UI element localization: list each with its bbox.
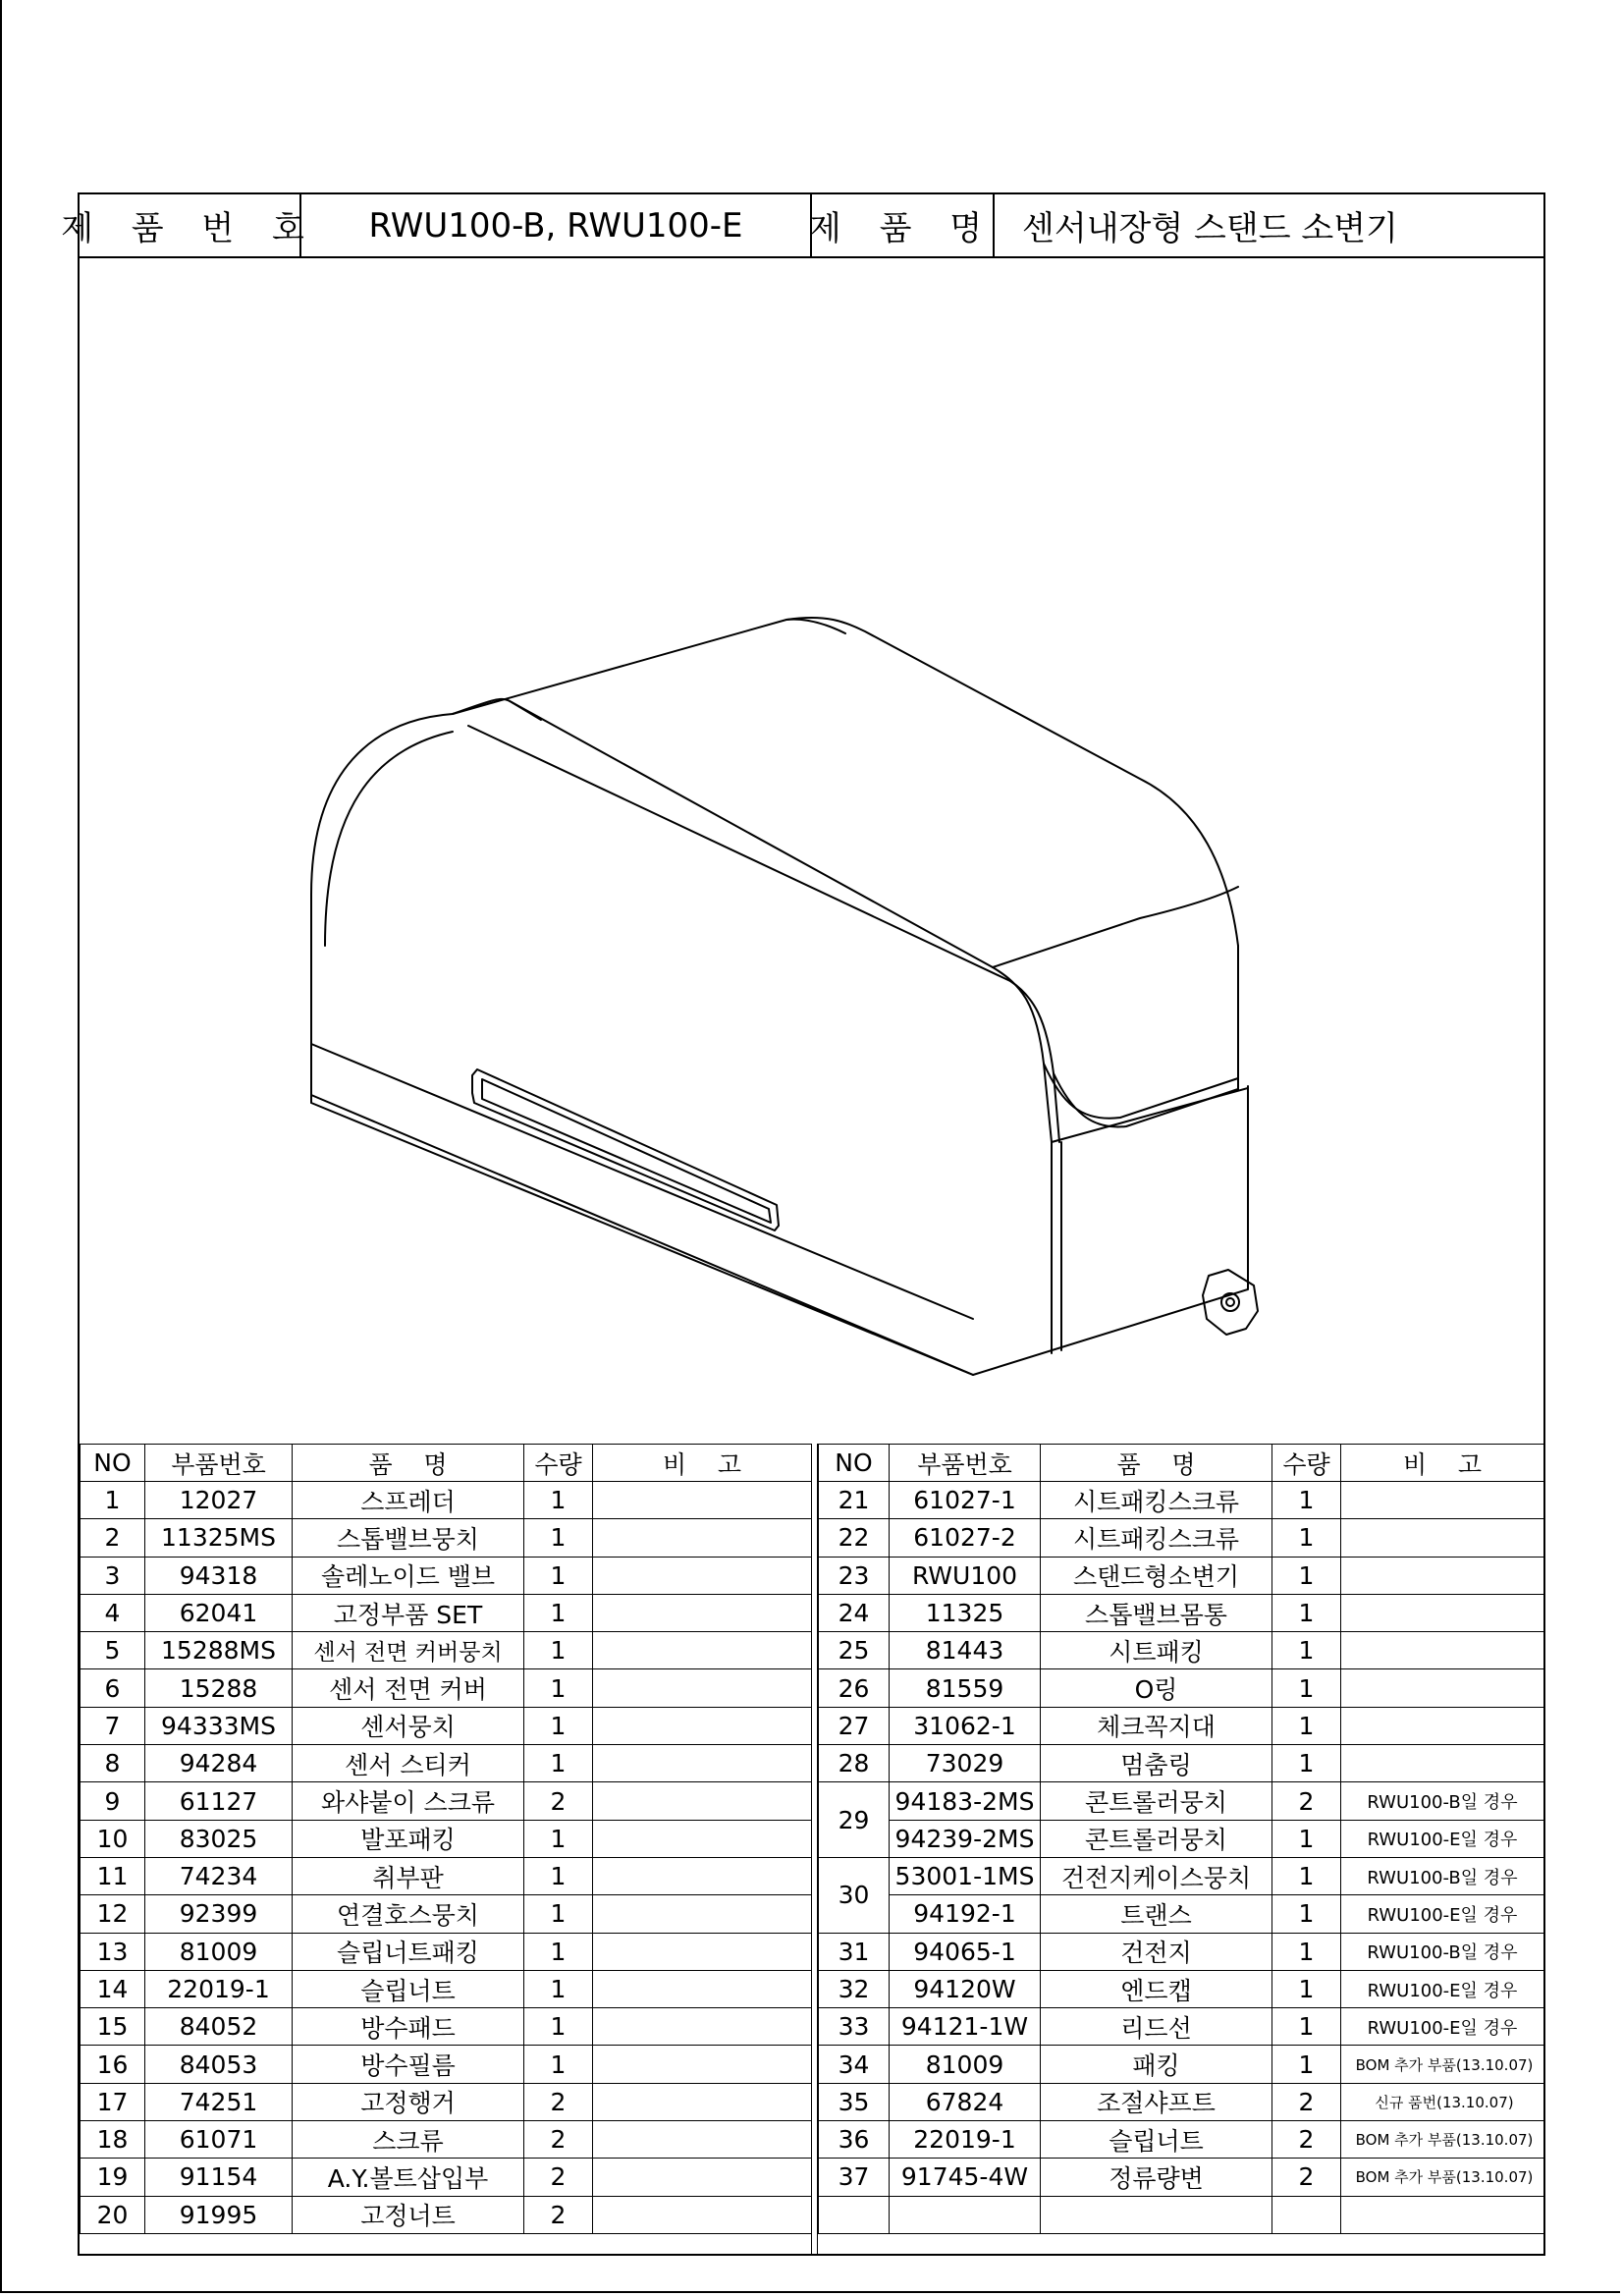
row-part-no: 11325 xyxy=(890,1594,1041,1631)
row-part-no: 94284 xyxy=(145,1745,293,1782)
row-part-no: 91154 xyxy=(145,2159,293,2196)
row-name: 스탠드형소변기 xyxy=(1041,1557,1272,1594)
table-row xyxy=(819,1519,1544,1557)
row-note xyxy=(593,2196,812,2233)
row-qty: 1 xyxy=(524,2046,593,2083)
row-qty: 1 xyxy=(524,1519,593,1557)
row-name: 방수필름 xyxy=(293,2046,524,2083)
row-qty: 1 xyxy=(1272,1745,1341,1782)
row-part-no: 22019-1 xyxy=(145,1970,293,2007)
row-note: 신규 품번(13.10.07) xyxy=(1341,2083,1544,2120)
col-part-no-header: 부품번호 xyxy=(890,1445,1041,1482)
row-note xyxy=(1341,1557,1544,1594)
row-no: 14 xyxy=(81,1970,145,2007)
col-name-header: 품 명 xyxy=(1041,1445,1272,1482)
header-row xyxy=(61,194,1543,258)
table-row xyxy=(81,1895,812,1933)
table-row xyxy=(81,2196,812,2233)
row-part-no: 94183-2MS xyxy=(890,1782,1041,1820)
row-note xyxy=(1341,1745,1544,1782)
row-no: 17 xyxy=(81,2083,145,2120)
product-line-drawing xyxy=(80,258,1543,1442)
row-part-no: 31062-1 xyxy=(890,1707,1041,1744)
table-row xyxy=(81,1745,812,1782)
col-note-header: 비 고 xyxy=(593,1445,812,1482)
row-name: 고정너트 xyxy=(293,2196,524,2233)
row-note xyxy=(593,2159,812,2196)
row-note: BOM 추가 부품(13.10.07) xyxy=(1341,2159,1544,2196)
row-no: 9 xyxy=(81,1782,145,1820)
product-drawing xyxy=(80,258,1543,1442)
row-no: 15 xyxy=(81,2008,145,2046)
table-row xyxy=(819,1895,1544,1933)
row-qty: 1 xyxy=(524,1632,593,1669)
row-no: 19 xyxy=(81,2159,145,2196)
table-row xyxy=(81,1594,812,1631)
row-note: RWU100-B일 경우 xyxy=(1341,1782,1544,1820)
row-name: 센서 전면 커버뭉치 xyxy=(293,1632,524,1669)
row-qty: 2 xyxy=(1272,2121,1341,2159)
row-qty: 2 xyxy=(524,2159,593,2196)
row-name: 연결호스뭉치 xyxy=(293,1895,524,1933)
row-note xyxy=(1341,1669,1544,1707)
row-part-no: 61127 xyxy=(145,1782,293,1820)
row-no: 2 xyxy=(81,1519,145,1557)
row-no: 1 xyxy=(81,1482,145,1519)
col-no-header: NO xyxy=(81,1445,145,1482)
table-row xyxy=(819,2196,1544,2233)
row-note xyxy=(1341,2196,1544,2233)
col-qty-header: 수량 xyxy=(1272,1445,1341,1482)
row-name: 스톱밸브몸통 xyxy=(1041,1594,1272,1631)
row-note xyxy=(593,2008,812,2046)
row-no: 23 xyxy=(819,1557,890,1594)
row-qty: 2 xyxy=(524,2121,593,2159)
row-qty: 1 xyxy=(1272,1632,1341,1669)
row-name: 슬립너트패킹 xyxy=(293,1933,524,1970)
row-no: 31 xyxy=(819,1933,890,1970)
row-name: 센서 전면 커버 xyxy=(293,1669,524,1707)
table-row xyxy=(819,1482,1544,1519)
row-no: 13 xyxy=(81,1933,145,1970)
product-name-value: 센서내장형 스탠드 소변기 xyxy=(1022,209,1398,248)
row-name: 시트패킹스크류 xyxy=(1041,1519,1272,1557)
col-part-no-header: 부품번호 xyxy=(145,1445,293,1482)
row-part-no xyxy=(890,2196,1041,2233)
row-no: 18 xyxy=(81,2121,145,2159)
row-no: 26 xyxy=(819,1669,890,1707)
row-note xyxy=(593,1857,812,1894)
table-row xyxy=(81,1632,812,1669)
row-name: 와샤붙이 스크류 xyxy=(293,1782,524,1820)
table-row xyxy=(81,1519,812,1557)
row-note: BOM 추가 부품(13.10.07) xyxy=(1341,2046,1544,2083)
row-name: 리드선 xyxy=(1041,2008,1272,2046)
row-qty: 2 xyxy=(1272,2083,1341,2120)
row-name: 슬립너트 xyxy=(1041,2121,1272,2159)
row-part-no: 73029 xyxy=(890,1745,1041,1782)
row-part-no: 84052 xyxy=(145,2008,293,2046)
row-note xyxy=(1341,1632,1544,1669)
row-no xyxy=(819,2196,890,2233)
row-part-no: 74234 xyxy=(145,1857,293,1894)
row-part-no: 94239-2MS xyxy=(890,1820,1041,1857)
row-note xyxy=(593,1782,812,1820)
table-row xyxy=(81,1557,812,1594)
table-row xyxy=(81,2159,812,2196)
table-row xyxy=(819,2121,1544,2159)
table-row xyxy=(81,1970,812,2007)
product-number-label: 제 품 번 호 xyxy=(80,194,301,256)
col-qty-header: 수량 xyxy=(524,1445,593,1482)
table-row xyxy=(81,2046,812,2083)
row-note: RWU100-B일 경우 xyxy=(1341,1933,1544,1970)
product-name-label: 제 품 명 xyxy=(812,194,995,256)
parts-table-right xyxy=(818,1444,1544,2234)
row-qty: 1 xyxy=(1272,1482,1341,1519)
row-no: 30 xyxy=(819,1857,890,1933)
row-name: 슬립너트 xyxy=(293,1970,524,2007)
table-row xyxy=(819,1820,1544,1857)
table-row xyxy=(81,1782,812,1820)
row-no: 12 xyxy=(81,1895,145,1933)
row-qty: 2 xyxy=(524,1782,593,1820)
row-qty: 1 xyxy=(1272,1669,1341,1707)
row-note xyxy=(593,1745,812,1782)
row-name: 방수패드 xyxy=(293,2008,524,2046)
row-no: 25 xyxy=(819,1632,890,1669)
table-row xyxy=(819,1857,1544,1894)
row-qty: 1 xyxy=(524,1895,593,1933)
row-no: 33 xyxy=(819,2008,890,2046)
row-no: 35 xyxy=(819,2083,890,2120)
row-qty: 1 xyxy=(524,1594,593,1631)
row-part-no: 62041 xyxy=(145,1594,293,1631)
table-row xyxy=(81,1857,812,1894)
row-part-no: 94120W xyxy=(890,1970,1041,2007)
row-part-no: 11325MS xyxy=(145,1519,293,1557)
table-row xyxy=(819,1669,1544,1707)
row-no: 8 xyxy=(81,1745,145,1782)
row-part-no: 91745-4W xyxy=(890,2159,1041,2196)
row-no: 16 xyxy=(81,2046,145,2083)
row-no: 4 xyxy=(81,1594,145,1631)
row-note xyxy=(593,1482,812,1519)
table-row xyxy=(81,1669,812,1707)
row-note xyxy=(1341,1594,1544,1631)
table-row xyxy=(819,1970,1544,2007)
row-name: 엔드캡 xyxy=(1041,1970,1272,2007)
row-name: 콘트롤러뭉치 xyxy=(1041,1782,1272,1820)
row-note xyxy=(593,1557,812,1594)
row-qty: 1 xyxy=(524,1482,593,1519)
row-qty: 1 xyxy=(524,1857,593,1894)
row-note xyxy=(593,1820,812,1857)
row-name: O링 xyxy=(1041,1669,1272,1707)
row-qty: 2 xyxy=(524,2083,593,2120)
row-part-no: 84053 xyxy=(145,2046,293,2083)
row-no: 28 xyxy=(819,1745,890,1782)
table-header-row xyxy=(81,1445,812,1482)
row-note xyxy=(593,1669,812,1707)
table-row xyxy=(81,1933,812,1970)
row-note: BOM 추가 부품(13.10.07) xyxy=(1341,2121,1544,2159)
row-part-no: 83025 xyxy=(145,1820,293,1857)
row-name: A.Y.볼트삽입부 xyxy=(293,2159,524,2196)
row-name: 스크류 xyxy=(293,2121,524,2159)
table-row xyxy=(819,1782,1544,1820)
row-note: RWU100-E일 경우 xyxy=(1341,1970,1544,2007)
row-part-no: 94121-1W xyxy=(890,2008,1041,2046)
row-part-no: 12027 xyxy=(145,1482,293,1519)
row-note xyxy=(593,1519,812,1557)
row-note xyxy=(1341,1519,1544,1557)
table-row xyxy=(819,1745,1544,1782)
row-note xyxy=(593,1594,812,1631)
row-name: 센서뭉치 xyxy=(293,1707,524,1744)
row-name: 패킹 xyxy=(1041,2046,1272,2083)
row-no: 29 xyxy=(819,1782,890,1858)
row-part-no: 81009 xyxy=(145,1933,293,1970)
col-no-header: NO xyxy=(819,1445,890,1482)
row-qty: 1 xyxy=(1272,1707,1341,1744)
row-qty: 1 xyxy=(1272,1933,1341,1970)
row-no: 11 xyxy=(81,1857,145,1894)
table-row xyxy=(819,1594,1544,1631)
row-qty: 1 xyxy=(1272,1970,1341,2007)
row-part-no: 61027-2 xyxy=(890,1519,1041,1557)
row-name: 정류량변 xyxy=(1041,2159,1272,2196)
row-note xyxy=(593,1707,812,1744)
row-name: 트랜스 xyxy=(1041,1895,1272,1933)
row-part-no: 81443 xyxy=(890,1632,1041,1669)
row-name: 체크꼭지대 xyxy=(1041,1707,1272,1744)
row-no: 32 xyxy=(819,1970,890,2007)
row-part-no: 94333MS xyxy=(145,1707,293,1744)
row-name: 콘트롤러뭉치 xyxy=(1041,1820,1272,1857)
table-row xyxy=(81,2083,812,2120)
row-part-no: 53001-1MS xyxy=(890,1857,1041,1894)
row-note xyxy=(593,1632,812,1669)
product-number-value: RWU100-B, RWU100-E xyxy=(301,194,812,256)
row-qty: 2 xyxy=(1272,2159,1341,2196)
row-qty: 2 xyxy=(524,2196,593,2233)
row-name: 취부판 xyxy=(293,1857,524,1894)
parts-sheet xyxy=(61,192,1545,2256)
row-part-no: 61071 xyxy=(145,2121,293,2159)
row-note xyxy=(1341,1482,1544,1519)
row-no: 24 xyxy=(819,1594,890,1631)
row-qty: 1 xyxy=(1272,2046,1341,2083)
row-note xyxy=(1341,1707,1544,1744)
row-part-no: 74251 xyxy=(145,2083,293,2120)
row-qty: 1 xyxy=(524,2008,593,2046)
row-qty: 1 xyxy=(524,1970,593,2007)
row-part-no: 15288MS xyxy=(145,1632,293,1669)
row-qty: 1 xyxy=(1272,1519,1341,1557)
row-no: 22 xyxy=(819,1519,890,1557)
row-qty: 1 xyxy=(524,1669,593,1707)
table-row xyxy=(819,1933,1544,1970)
row-name xyxy=(1041,2196,1272,2233)
row-part-no: 22019-1 xyxy=(890,2121,1041,2159)
table-row xyxy=(819,2046,1544,2083)
row-qty: 1 xyxy=(524,1707,593,1744)
row-qty: 1 xyxy=(1272,1594,1341,1631)
row-name: 스프레더 xyxy=(293,1482,524,1519)
row-no: 21 xyxy=(819,1482,890,1519)
row-no: 5 xyxy=(81,1632,145,1669)
table-row xyxy=(819,2083,1544,2120)
row-name: 건전지케이스뭉치 xyxy=(1041,1857,1272,1894)
row-no: 6 xyxy=(81,1669,145,1707)
row-name: 시트패킹 xyxy=(1041,1632,1272,1669)
parts-table-left xyxy=(80,1444,812,2234)
row-no: 10 xyxy=(81,1820,145,1857)
row-note xyxy=(593,1933,812,1970)
table-row xyxy=(819,2159,1544,2196)
row-name: 솔레노이드 밸브 xyxy=(293,1557,524,1594)
row-part-no: 94318 xyxy=(145,1557,293,1594)
table-row xyxy=(81,1820,812,1857)
row-no: 36 xyxy=(819,2121,890,2159)
row-name: 센서 스티커 xyxy=(293,1745,524,1782)
row-note xyxy=(593,1895,812,1933)
row-name: 멈춤링 xyxy=(1041,1745,1272,1782)
table-row xyxy=(81,2008,812,2046)
row-note: RWU100-E일 경우 xyxy=(1341,2008,1544,2046)
row-note xyxy=(593,1970,812,2007)
table-row xyxy=(819,1632,1544,1669)
row-part-no: 15288 xyxy=(145,1669,293,1707)
table-separator xyxy=(811,1444,818,2254)
row-note: RWU100-E일 경우 xyxy=(1341,1895,1544,1933)
row-qty: 2 xyxy=(1272,1782,1341,1820)
row-qty: 1 xyxy=(1272,1557,1341,1594)
row-no: 3 xyxy=(81,1557,145,1594)
row-qty xyxy=(1272,2196,1341,2233)
row-qty: 1 xyxy=(1272,1820,1341,1857)
row-qty: 1 xyxy=(524,1745,593,1782)
row-note: RWU100-E일 경우 xyxy=(1341,1820,1544,1857)
row-part-no: 91995 xyxy=(145,2196,293,2233)
row-name: 고정부품 SET xyxy=(293,1594,524,1631)
row-note: RWU100-B일 경우 xyxy=(1341,1857,1544,1894)
row-no: 7 xyxy=(81,1707,145,1744)
table-row xyxy=(81,2121,812,2159)
row-part-no: 92399 xyxy=(145,1895,293,1933)
row-qty: 1 xyxy=(1272,1895,1341,1933)
row-part-no: 81009 xyxy=(890,2046,1041,2083)
row-note xyxy=(593,2046,812,2083)
table-row xyxy=(81,1707,812,1744)
col-name-header: 품 명 xyxy=(293,1445,524,1482)
row-name: 시트패킹스크류 xyxy=(1041,1482,1272,1519)
row-part-no: 67824 xyxy=(890,2083,1041,2120)
row-qty: 1 xyxy=(524,1933,593,1970)
row-name: 발포패킹 xyxy=(293,1820,524,1857)
row-name: 조절샤프트 xyxy=(1041,2083,1272,2120)
row-note xyxy=(593,2121,812,2159)
table-row xyxy=(819,1557,1544,1594)
row-name: 고정행거 xyxy=(293,2083,524,2120)
row-qty: 1 xyxy=(1272,1857,1341,1894)
row-qty: 1 xyxy=(1272,2008,1341,2046)
row-no: 27 xyxy=(819,1707,890,1744)
row-no: 20 xyxy=(81,2196,145,2233)
row-part-no: RWU100 xyxy=(890,1557,1041,1594)
table-row xyxy=(81,1482,812,1519)
row-part-no: 94192-1 xyxy=(890,1895,1041,1933)
table-row xyxy=(819,1707,1544,1744)
table-header-row xyxy=(819,1445,1544,1482)
table-row xyxy=(819,2008,1544,2046)
col-note-header: 비 고 xyxy=(1341,1445,1544,1482)
row-part-no: 81559 xyxy=(890,1669,1041,1707)
row-part-no: 94065-1 xyxy=(890,1933,1041,1970)
row-name: 스톱밸브뭉치 xyxy=(293,1519,524,1557)
row-name: 건전지 xyxy=(1041,1933,1272,1970)
row-no: 34 xyxy=(819,2046,890,2083)
row-no: 37 xyxy=(819,2159,890,2196)
row-part-no: 61027-1 xyxy=(890,1482,1041,1519)
row-qty: 1 xyxy=(524,1820,593,1857)
row-qty: 1 xyxy=(524,1557,593,1594)
row-note xyxy=(593,2083,812,2120)
